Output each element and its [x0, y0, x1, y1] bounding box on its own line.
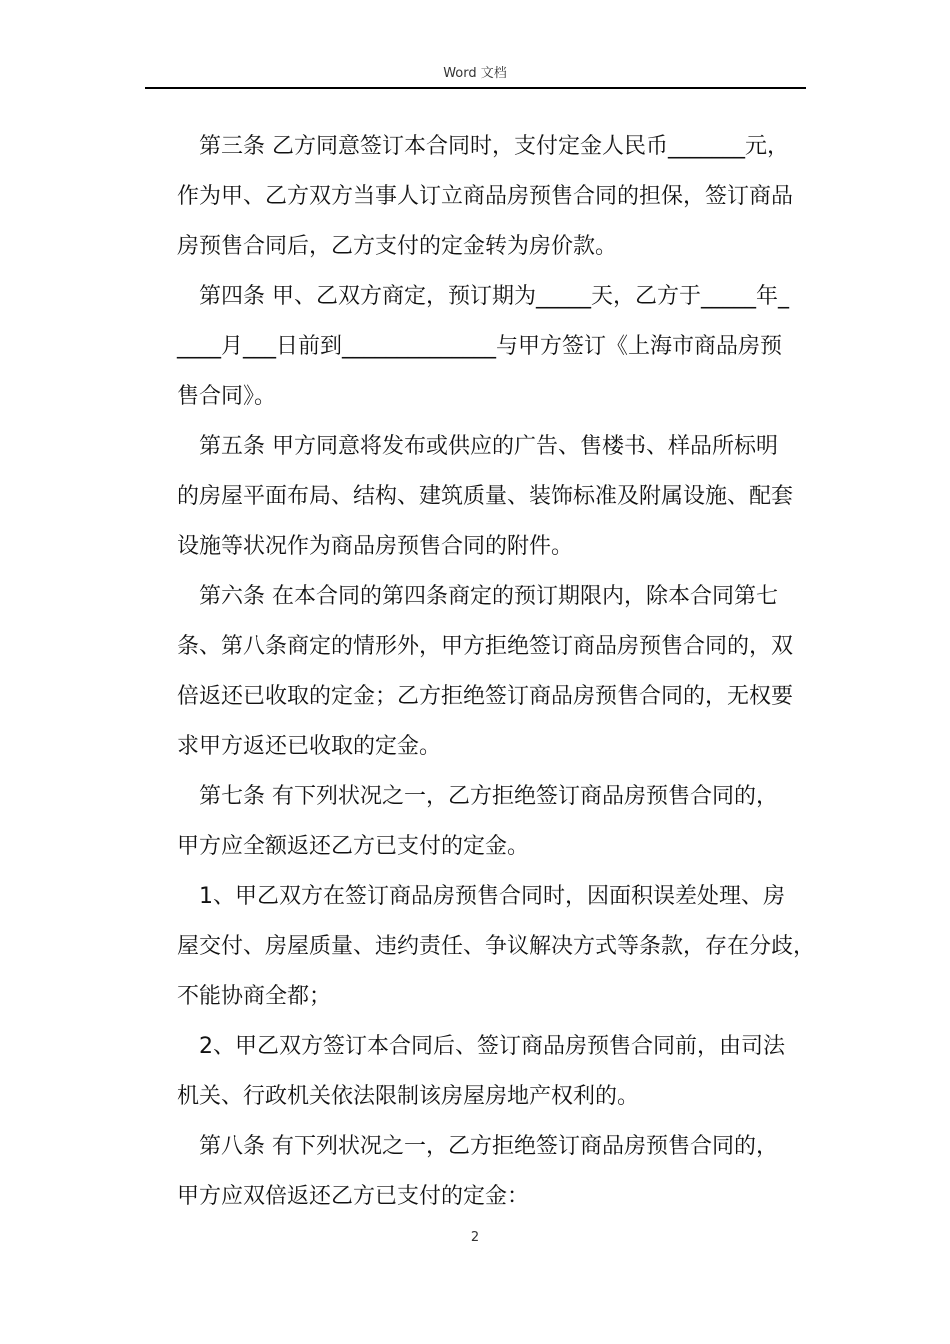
article-3-line-3: 房预售合同后，乙方支付的定金转为房价款。	[177, 234, 618, 259]
article-3-line-1: 第三条 乙方同意签订本合同时，支付定金人民币_______元，	[199, 134, 789, 159]
article-6-line-3: 倍返还已收取的定金；乙方拒绝签订商品房预售合同的，无权要	[177, 684, 794, 709]
article-5-line-2: 的房屋平面布局、结构、建筑质量、装饰标准及附属设施、配套	[177, 484, 794, 509]
document-body	[177, 122, 817, 1222]
article-3-line-2: 作为甲、乙方双方当事人订立商品房预售合同的担保，签订商品	[177, 184, 794, 209]
article-7-line-1: 第七条 有下列状况之一，乙方拒绝签订商品房预售合同的，	[199, 784, 778, 809]
article-6-line-2: 条、第八条商定的情形外，甲方拒绝签订商品房预售合同的，双	[177, 634, 794, 659]
header-divider	[145, 87, 806, 89]
page-header-title: Word 文档	[443, 66, 507, 81]
article-4-line-1: 第四条 甲、乙双方商定，预订期为_____天，乙方于_____年_	[199, 284, 789, 309]
article-8-line-2: 甲方应双倍返还乙方已支付的定金：	[177, 1184, 530, 1209]
article-5-line-3: 设施等状况作为商品房预售合同的附件。	[177, 534, 574, 559]
article-4-line-3: 售合同》。	[177, 384, 277, 409]
article-4-line-2: ____月___日前到______________与甲方签订《上海市商品房预	[177, 334, 783, 359]
article-6-line-4: 求甲方返还已收取的定金。	[177, 734, 442, 759]
clause-1-line-2: 屋交付、房屋质量、违约责任、争议解决方式等条款，存在分歧，	[177, 934, 816, 959]
clause-2-line-1: 2、甲乙双方签订本合同后、签订商品房预售合同前，由司法	[199, 1034, 785, 1059]
article-7-line-2: 甲方应全额返还乙方已支付的定金。	[177, 834, 530, 859]
page-number: 2	[470, 1230, 480, 1245]
clause-1-line-3: 不能协商全都；	[177, 984, 332, 1009]
article-5-line-1: 第五条 甲方同意将发布或供应的广告、售楼书、样品所标明	[199, 434, 778, 459]
clause-1-line-1: 1、甲乙双方在签订商品房预售合同时，因面积误差处理、房	[199, 884, 785, 909]
article-6-line-1: 第六条 在本合同的第四条商定的预订期限内，除本合同第七	[199, 584, 778, 609]
article-8-line-1: 第八条 有下列状况之一，乙方拒绝签订商品房预售合同的，	[199, 1134, 778, 1159]
clause-2-line-2: 机关、行政机关依法限制该房屋房地产权利的。	[177, 1084, 640, 1109]
